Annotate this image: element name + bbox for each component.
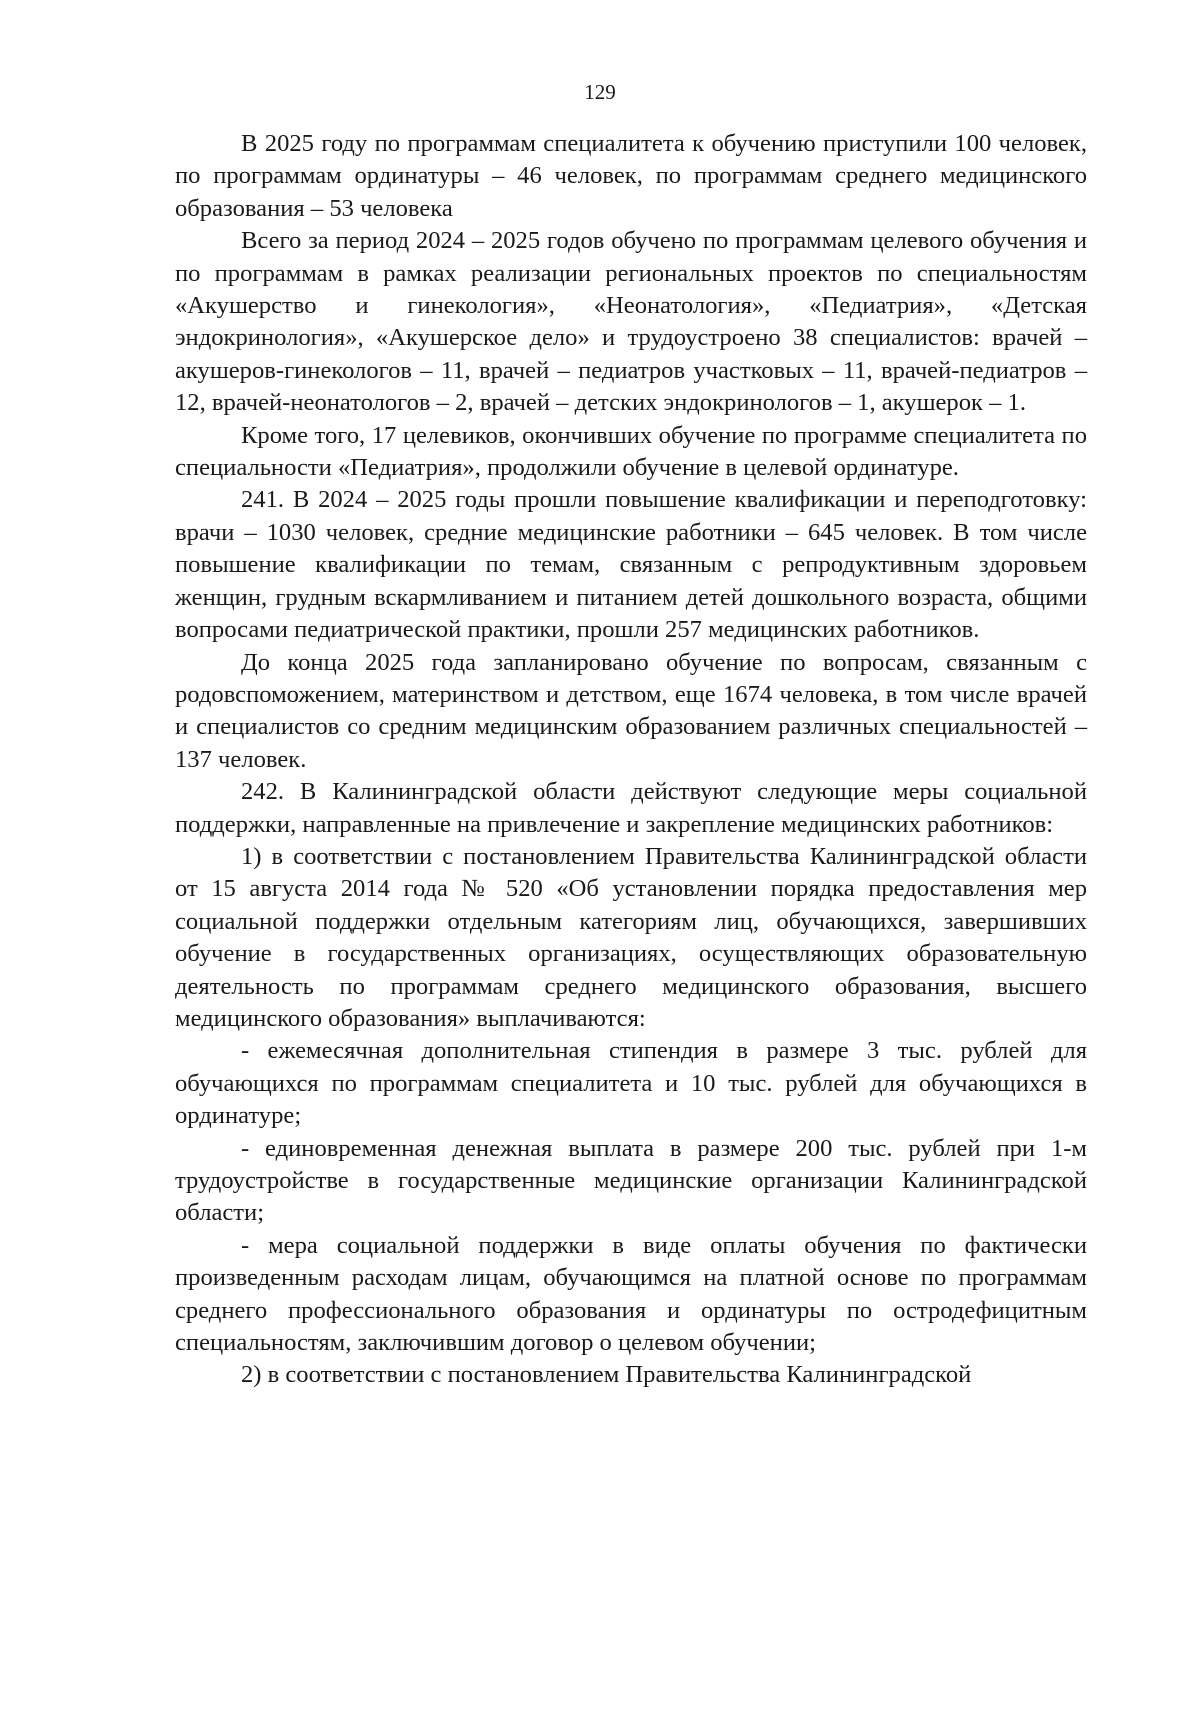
paragraph: Всего за период 2024 – 2025 годов обучено по программам целевого обучения и по программам в рамках реализации региональных проектов по специальностям «Акушерство и гинекология», «Неонатология», «Педиатрия», «Детская эндокринология», «Акушерское дело» и трудоустроено 38 специалистов: врачей – акушеров-гинекологов – 11, врачей – педиатров участковых – 11, врачей-педиатров – 12, врачей-неонатологов – 2, врачей – детских эндокринологов – 1, акушерок – 1. xyxy=(175,227,1087,417)
paragraph: До конца 2025 года запланировано обучение по вопросам, связанным с родовспоможением, материнством и детством, еще 1674 человека, в том числе врачей и специалистов со средним медицинским образованием различных специальностей – 137 человек. xyxy=(175,648,1087,773)
list-item: - единовременная денежная выплата в размере 200 тыс. рублей при 1-м трудоустройстве в государственные медицинские организации Калининградской области; xyxy=(175,1134,1087,1227)
paragraph: 2) в соответствии с постановлением Правительства Калининградской xyxy=(241,1361,972,1389)
paragraph: Кроме того, 17 целевиков, окончивших обучение по программе специалитета по специальности «Педиатрия», продолжили обучение в целевой ординатуре. xyxy=(175,421,1087,482)
list-item: - ежемесячная дополнительная стипендия в размере 3 тыс. рублей для обучающихся по программам специалитета и 10 тыс. рублей для обучающихся в ординатуре; xyxy=(175,1037,1087,1130)
paragraph: 241. В 2024 – 2025 годы прошли повышение квалификации и переподготовку: врачи – 1030 человек, средние медицинские работники – 645 человек. В том числе повышение квалификации по темам, связанным с репродуктивным здоровьем женщин, грудным вскармливанием и питанием детей дошкольного возраста, общими вопросами педиатрической практики, прошли 257 медицинских работников. xyxy=(175,486,1087,644)
list-item: - мера социальной поддержки в виде оплаты обучения по фактически произведенным расходам лицам, обучающимся на платной основе по программам среднего профессионального образования и ординатуры по остродефицитным специальностям, заключившим договор о целевом обучении; xyxy=(175,1231,1087,1357)
document-body xyxy=(175,128,1087,1392)
page-number: 129 xyxy=(584,80,616,104)
paragraph: 1) в соответствии с постановлением Правительства Калининградской области от 15 августа 2014 года № 520 «Об установлении порядка предоставления мер социальной поддержки отдельным категориям лиц, обучающихся, завершивших обучение в государственных организациях, осуществляющих образовательную деятельность по программам среднего медицинского образования, высшего медицинского образования» выплачиваются: xyxy=(175,842,1087,1032)
paragraph: В 2025 году по программам специалитета к обучению приступили 100 человек, по программам ординатуры – 46 человек, по программам среднего медицинского образования – 53 человека xyxy=(175,130,1087,222)
paragraph: 242. В Калининградской области действуют следующие меры социальной поддержки, направленные на привлечение и закрепление медицинских работников: xyxy=(175,778,1087,838)
